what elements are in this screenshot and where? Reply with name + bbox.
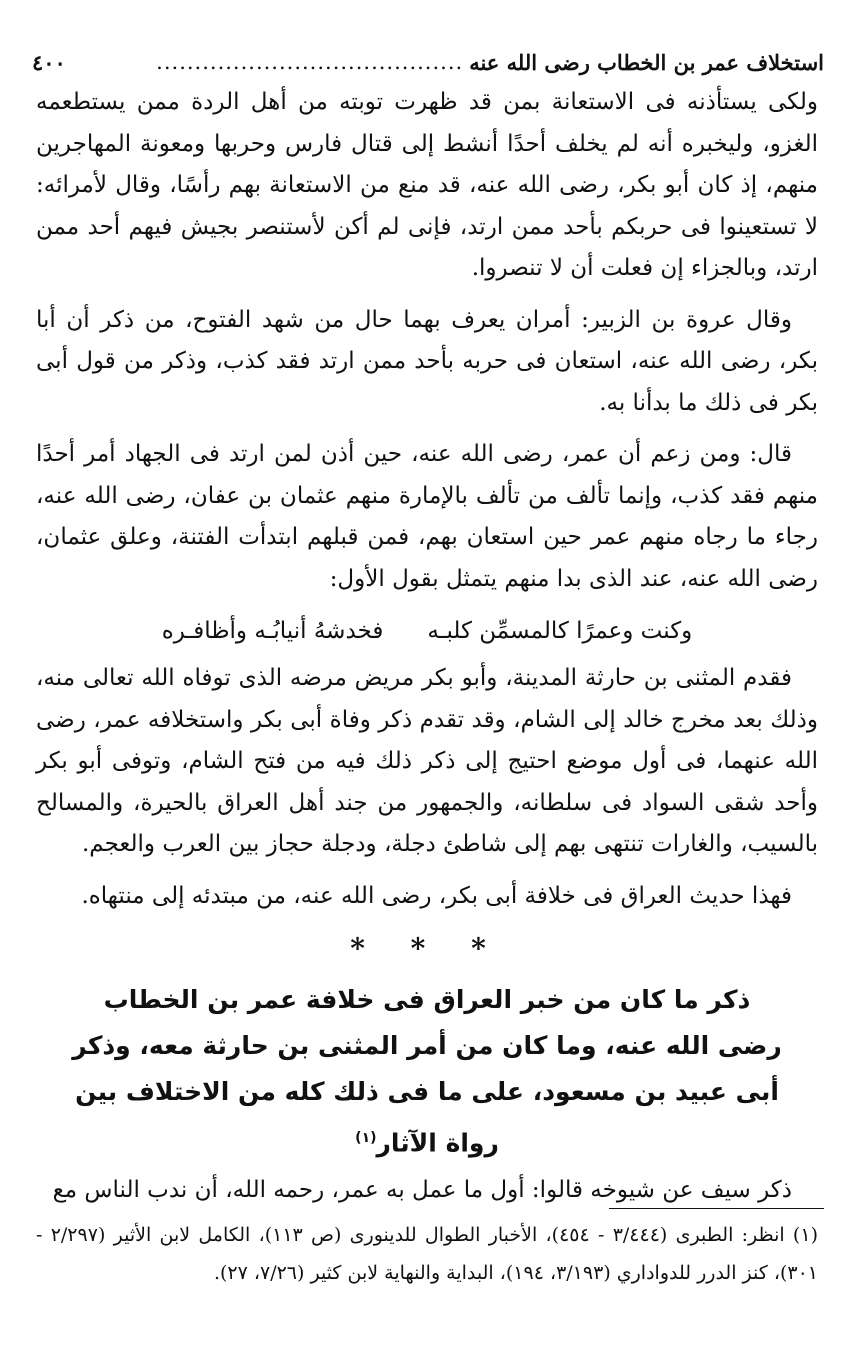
- paragraph-1: ولكى يستأذنه فى الاستعانة بمن قد ظهرت توبته من أهل الردة ممن يستطعمه الغزو، وليخبره أنه لم يخلف أحدًا أنشط إلى قتال فارس وحربها ومعونة المهاجرين منهم، إذ كان أبو بكر، رضى الله عنه، قد منع من الاستعانة بهم رأسًا، وقال لأمرائه: لا تستعينوا فى حربكم بأحد ممن ارتد، فإنى لم أكن لأستنصر بجيش فيهم أحد ممن ارتد، وبالجزاء إن فعلت أن لا تنصروا.: [36, 89, 818, 281]
- running-head: [156, 50, 824, 75]
- closing-paragraph: ذكر سيف عن شيوخه قالوا: أول ما عمل به عمر، رحمه الله، أن ندب الناس مع: [52, 1177, 792, 1204]
- leader-dots: ........................................: [156, 50, 464, 74]
- running-title: استخلاف عمر بن الخطاب رضى الله عنه: [469, 49, 824, 75]
- footnote-reference: (١): [355, 1130, 377, 1146]
- page-number: ٤٠٠: [32, 49, 66, 75]
- heading-line-1: ذكر ما كان من خبر العراق فى خلافة عمر بن الخطاب: [103, 985, 751, 1014]
- heading-line-4-text: رواة الآثار: [376, 1128, 499, 1158]
- footnote-1: (١) انظر: الطبرى (٣/٤٤٤ - ٤٥٤)، الأخبار الطوال للدينورى (ص ١١٣)، الكامل لابن الأثير (٢/٢٩٧ - ٣٠١)، كنز الدرر للدواداري (٣/١٩٣، ١٩٤)، البداية والنهاية لابن كثير (٧/٢٦، ٢٧).: [36, 1224, 818, 1284]
- heading-line-2: رضى الله عنه، وما كان من أمر المثنى بن حارثة معه، وذكر: [72, 1031, 782, 1060]
- verse-second-hemistich: فخدشهُ أنيابُـه وأظافـره: [161, 618, 384, 644]
- paragraph-2: وقال عروة بن الزبير: أمران يعرف بهما حال من شهد الفتوح، من ذكر أن أبا بكر، رضى الله عنه، استعان فى حربه بأحد ممن ارتد فقد كذب، وذكر من قول أبى بكر فى ذلك ما بدأنا به.: [36, 306, 818, 416]
- footnote-divider: [609, 1208, 824, 1209]
- section-heading: [36, 977, 818, 1166]
- poetry-verse: [36, 610, 818, 652]
- paragraph-5: فهذا حديث العراق فى خلافة أبى بكر، رضى الله عنه، من مبتدئه إلى منتهاه.: [81, 882, 792, 909]
- paragraph-4: فقدم المثنى بن حارثة المدينة، وأبو بكر مريض مرضه الذى توفاه الله تعالى منه، وذلك بعد مخرج خالد إلى الشام، وقد تقدم ذكر وفاة أبى بكر واستخلافه عمر، رضى الله عنهما، فى أول موضع احتيج إلى ذكر ذلك فيه من فتح الشام، وتوفى أبو بكر وأحد شقى السواد فى سلطانه، والجمهور من جند أهل العراق بالحيرة، والمسالح بالسيب، والغارات تنتهى بهم إلى شاطئ دجلة، ودجلة حجاز بين العرب والعجم.: [36, 665, 818, 857]
- page-body: [36, 82, 818, 1222]
- verse-first-hemistich: وكنت وعمرًا كالمسمِّن كلبـه: [427, 618, 693, 644]
- heading-line-3: أبى عبيد بن مسعود، على ما فى ذلك كله من الاختلاف بين: [75, 1077, 779, 1106]
- page-header: [32, 44, 824, 80]
- heading-line-4: [36, 1115, 818, 1166]
- paragraph-3: قال: ومن زعم أن عمر، رضى الله عنه، حين أذن لمن ارتد فى الجهاد أمر أحدًا منهم فقد كذب، وإنما تألف من تألف بالإمارة منهم عثمان بن عفان، رضى الله عنه، رجاء ما رجاه منهم عمر حين استعان بهم، فمن قبلهم ابتدأت الفتنة، وعلق عثمان، رضى الله عنه، عند الذى بدا منهم يتمثل بقول الأول:: [36, 441, 818, 592]
- section-separator: * * *: [350, 932, 504, 965]
- footnotes: [36, 1216, 818, 1292]
